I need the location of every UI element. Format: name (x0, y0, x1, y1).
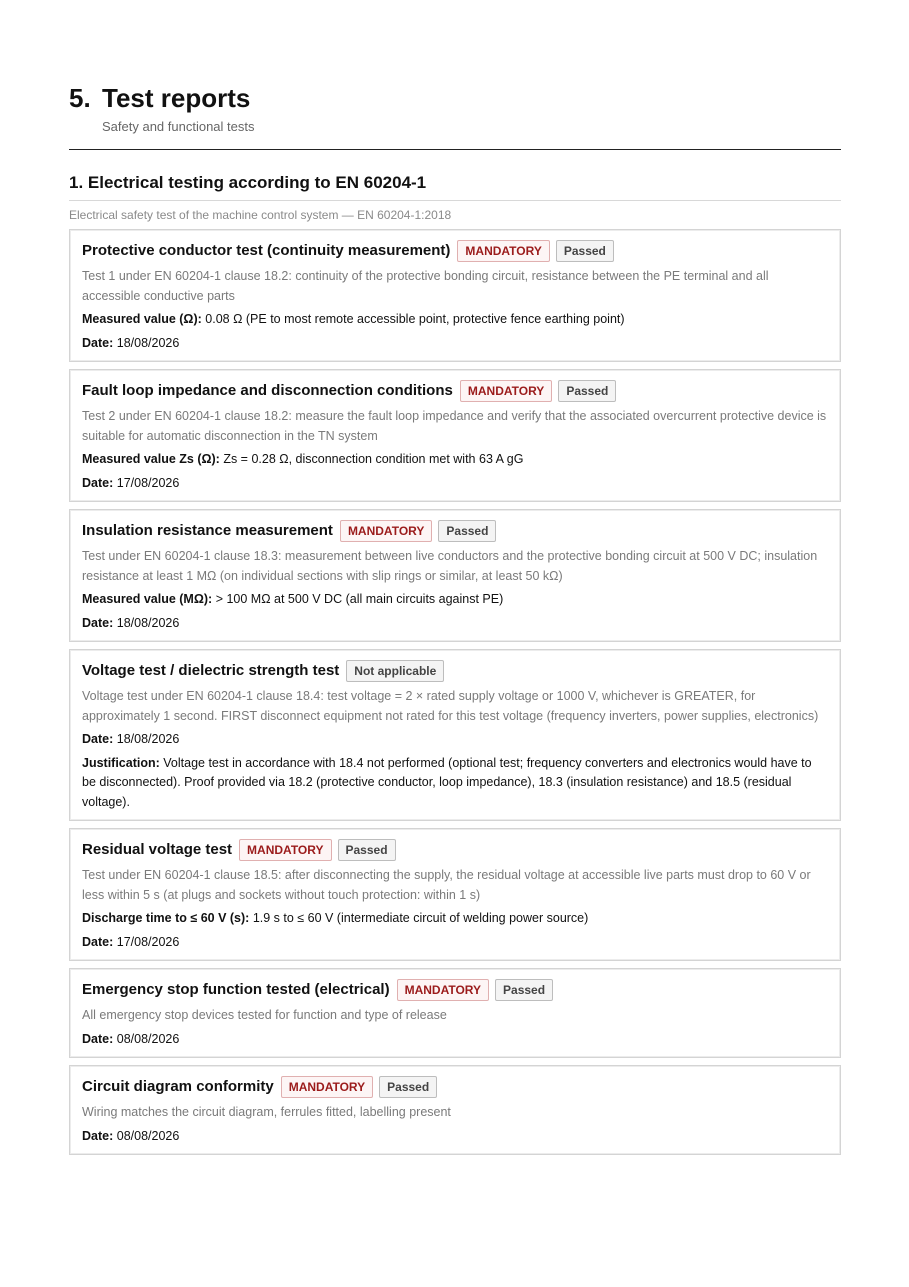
test-card (69, 649, 841, 821)
section-description: Electrical safety test of the machine control system — EN 60204-1:2018 (69, 208, 452, 222)
justification-text: Voltage test in accordance with 18.4 not performed (optional test; frequency converters and electronics would have to be disconnected). Proof provided via 18.2 (protective conductor, loop impedance), 18.3 (insulation resistance) and 18.5 (residual voltage). (82, 755, 812, 809)
test-card (69, 828, 841, 961)
test-card-header (82, 519, 828, 543)
date-label: Date: (82, 934, 114, 949)
test-title: Voltage test / dielectric strength test (82, 662, 340, 679)
status-badge: Passed (495, 979, 553, 1001)
status-badge: Not applicable (346, 660, 444, 682)
measured-value-field (82, 909, 828, 929)
date-label: Date: (82, 732, 114, 746)
measured-value: 1.9 s to ≤ 60 V (intermediate circuit of welding power source) (252, 911, 589, 925)
test-description: Test 1 under EN 60204-1 clause 18.2: continuity of the protective bonding circuit, resistance between the PE terminal and all accessible conductive parts (82, 269, 769, 303)
test-description: Test under EN 60204-1 clause 18.3: measurement between live conductors and the protective bonding circuit at 500 V DC; insulation resistance at least 1 MΩ (on individual sections with slip rings or similar, at least 50 kΩ) (82, 549, 818, 583)
mandatory-badge: MANDATORY (457, 240, 549, 262)
date-value: 08/08/2026 (116, 1031, 180, 1046)
test-card-header (82, 239, 828, 263)
date-value: 18/08/2026 (116, 335, 180, 350)
date-field (82, 730, 828, 750)
measured-value-label: Measured value (Ω): (82, 312, 202, 326)
status-badge: Passed (438, 520, 496, 542)
test-title: Fault loop impedance and disconnection conditions (82, 382, 453, 399)
test-description: Voltage test under EN 60204-1 clause 18.4: test voltage = 2 × rated supply voltage or 1000 V, whichever is GREATER, for approximately 1 second. FIRST disconnect equipment not rated for this test voltage (frequency inverters, power supplies, electronics) (82, 689, 819, 723)
date-value: 18/08/2026 (116, 732, 180, 746)
mandatory-badge: MANDATORY (281, 1076, 373, 1098)
date-value: 18/08/2026 (116, 615, 180, 630)
chapter-heading (69, 83, 841, 113)
date-field (82, 474, 828, 494)
test-title: Emergency stop function tested (electrical) (82, 981, 390, 998)
status-badge: Passed (558, 380, 616, 402)
test-description: Test under EN 60204-1 clause 18.5: after disconnecting the supply, the residual voltage at accessible live parts must drop to 60 V or less within 5 s (at plugs and sockets without touch protection: within 1 s) (82, 868, 811, 902)
measured-value: > 100 MΩ at 500 V DC (all main circuits against PE) (215, 592, 504, 606)
test-card-header (82, 978, 828, 1002)
date-label: Date: (82, 475, 114, 490)
date-field (82, 933, 828, 953)
date-value: 17/08/2026 (116, 475, 180, 490)
date-label: Date: (82, 615, 114, 630)
measured-value-label: Discharge time to ≤ 60 V (s): (82, 911, 250, 925)
section-divider (69, 200, 841, 201)
chapter-subtitle: Safety and functional tests (102, 119, 255, 134)
test-card-header (82, 1075, 828, 1099)
date-label: Date: (82, 1031, 114, 1046)
chapter-number: 5. (69, 83, 91, 113)
test-title: Residual voltage test (82, 841, 233, 858)
test-card-header (82, 659, 828, 683)
chapter-title: Test reports (102, 83, 251, 113)
justification-field (82, 754, 828, 813)
mandatory-badge: MANDATORY (340, 520, 432, 542)
date-field (82, 614, 828, 634)
chapter-divider (69, 149, 841, 150)
test-card-header (82, 838, 828, 862)
measured-value-label: Measured value (MΩ): (82, 592, 213, 606)
date-label: Date: (82, 335, 114, 350)
measured-value-label: Measured value Zs (Ω): (82, 452, 220, 466)
status-badge: Passed (338, 839, 396, 861)
mandatory-badge: MANDATORY (460, 380, 552, 402)
status-badge: Passed (556, 240, 614, 262)
status-badge: Passed (379, 1076, 437, 1098)
measured-value: Zs = 0.28 Ω, disconnection condition met with 63 A gG (223, 452, 524, 466)
date-field (82, 334, 828, 354)
test-card (69, 229, 841, 362)
date-field (82, 1030, 828, 1050)
measured-value-field (82, 310, 828, 330)
measured-value-field (82, 450, 828, 470)
date-field (82, 1127, 828, 1147)
test-title: Insulation resistance measurement (82, 522, 333, 539)
test-card-header (82, 379, 828, 403)
test-card (69, 369, 841, 502)
test-description: All emergency stop devices tested for function and type of release (82, 1008, 447, 1022)
date-value: 17/08/2026 (116, 934, 180, 949)
test-card-list (69, 229, 841, 1155)
date-value: 08/08/2026 (116, 1128, 180, 1143)
test-card (69, 968, 841, 1058)
measured-value-field (82, 590, 828, 610)
test-description: Test 2 under EN 60204-1 clause 18.2: measure the fault loop impedance and verify that the associated overcurrent protective device is suitable for automatic disconnection in the TN system (82, 409, 827, 443)
test-title: Circuit diagram conformity (82, 1078, 274, 1095)
test-description: Wiring matches the circuit diagram, ferrules fitted, labelling present (82, 1105, 451, 1119)
justification-label: Justification: (82, 755, 160, 770)
test-card (69, 509, 841, 642)
test-card (69, 1065, 841, 1155)
section-title: 1. Electrical testing according to EN 60204-1 (69, 173, 427, 192)
mandatory-badge: MANDATORY (239, 839, 331, 861)
mandatory-badge: MANDATORY (397, 979, 489, 1001)
date-label: Date: (82, 1128, 114, 1143)
measured-value: 0.08 Ω (PE to most remote accessible point, protective fence earthing point) (205, 312, 625, 326)
test-title: Protective conductor test (continuity measurement) (82, 242, 451, 259)
